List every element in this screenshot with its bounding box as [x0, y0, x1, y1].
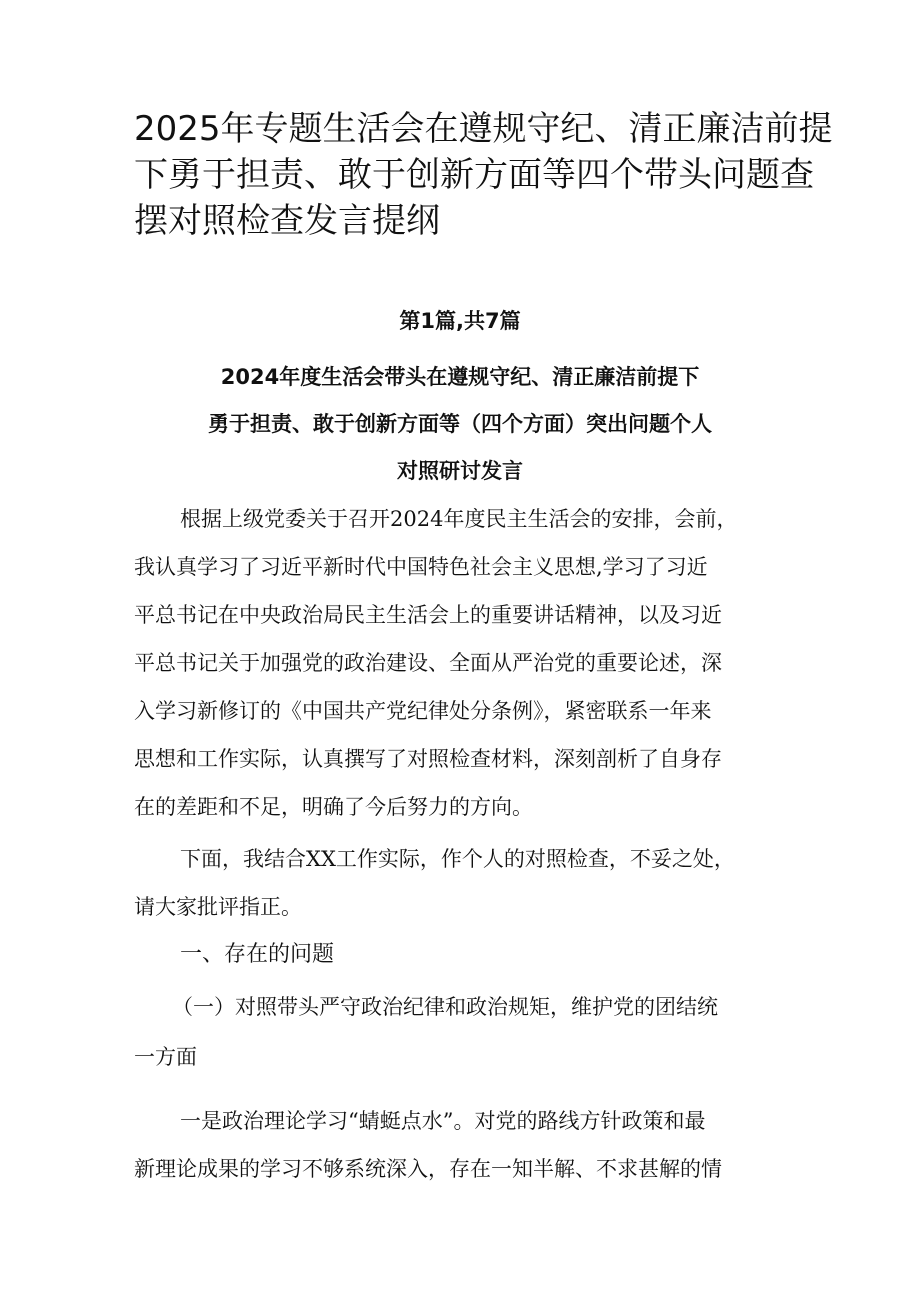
sub-heading-line: （一）对照带头严守政治纪律和政治规矩，维护党的团结统: [172, 995, 718, 1019]
subtitle-line: 对照研讨发言: [397, 459, 523, 483]
paragraph-line: 入学习新修订的《中国共产党纪律处分条例》，紧密联系一年来: [134, 699, 712, 723]
sub-heading: [134, 982, 814, 1082]
paragraph-line: 新理论成果的学习不够系统深入，存在一知半解、不求甚解的情: [134, 1157, 722, 1181]
section-heading: 一、存在的问题: [180, 942, 335, 967]
paragraph-line: 下面，我结合XX工作实际，作个人的对照检查，不妥之处，: [180, 847, 735, 871]
title-line: 摆对照检查发言提纲: [134, 201, 440, 241]
sub-heading-line: 一方面: [134, 1045, 197, 1069]
paragraph-line: 一是政治理论学习“蜻蜓点水”。对党的路线方针政策和最: [180, 1109, 706, 1133]
body-paragraph: [134, 1097, 794, 1193]
paragraph-line: 在的差距和不足，明确了今后努力的方向。: [134, 795, 533, 819]
subtitle-line: 勇于担责、敢于创新方面等（四个方面）突出问题个人: [208, 412, 712, 436]
title-line: 下勇于担责、敢于创新方面等四个带头问题查: [134, 155, 814, 195]
part-label: 第1篇,共7篇: [399, 309, 521, 333]
paragraph-line: 平总书记在中央政治局民主生活会上的重要讲话精神，以及习近: [134, 603, 722, 627]
paragraph-line: 根据上级党委关于召开2024年度民主生活会的安排，会前，: [180, 507, 738, 531]
subtitle-line: 2024年度生活会带头在遵规守纪、清正廉洁前提下: [220, 365, 700, 389]
paragraph-line: 思想和工作实际，认真撰写了对照检查材料，深刻剖析了自身存: [134, 747, 722, 771]
document-title: [134, 106, 833, 244]
intro-paragraph: [134, 495, 794, 831]
second-paragraph: [134, 835, 794, 931]
article-subtitle: [0, 354, 920, 495]
paragraph-line: 请大家批评指正。: [134, 895, 302, 919]
title-line: 2025年专题生活会在遵规守纪、清正廉洁前提: [134, 109, 833, 149]
paragraph-line: 我认真学习了习近平新时代中国特色社会主义思想,学习了习近: [134, 555, 708, 579]
paragraph-line: 平总书记关于加强党的政治建设、全面从严治党的重要论述，深: [134, 651, 722, 675]
